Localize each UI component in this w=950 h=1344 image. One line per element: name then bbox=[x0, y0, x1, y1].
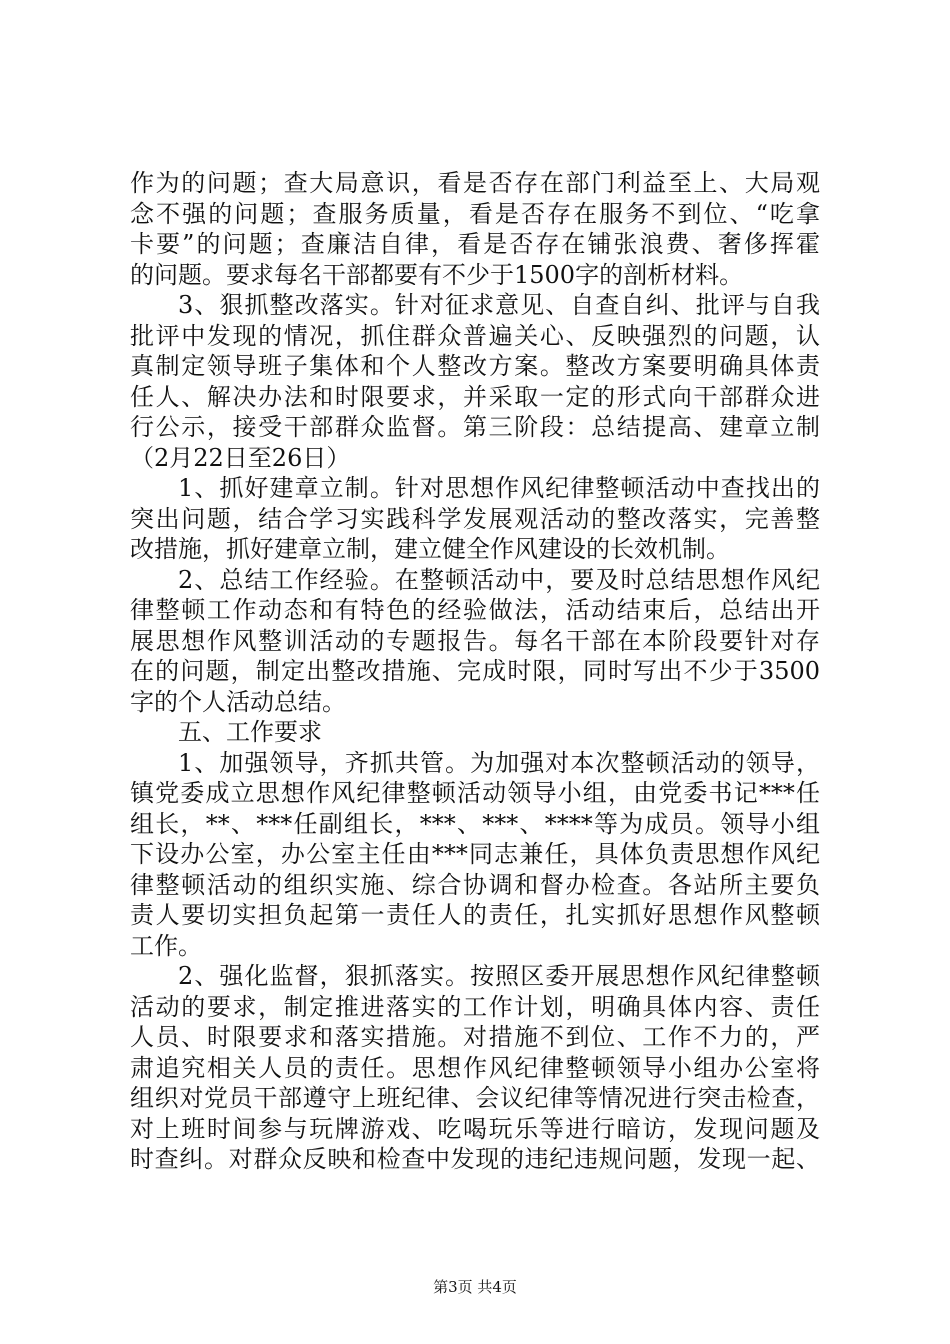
text-line: 下设办公室，办公室主任由***同志兼任，具体负责思想作风纪 bbox=[130, 840, 820, 868]
text-line: 念不强的问题；查服务质量，看是否存在服务不到位、“吃拿 bbox=[130, 199, 820, 228]
text-line: 作为的问题；查大局意识，看是否存在部门利益至上、大局观 bbox=[130, 169, 820, 197]
page-footer bbox=[0, 1276, 950, 1297]
text-line: 工作。 bbox=[130, 931, 202, 960]
text-line: 改措施，抓好建章立制，建立健全作风建设的长效机制。 bbox=[130, 535, 730, 563]
text-line: 1、加强领导，齐抓共管。为加强对本次整顿活动的领导， bbox=[178, 748, 820, 777]
text-line: 的问题。要求每名干部都要有不少于1500字的剖析材料。 bbox=[130, 260, 744, 289]
text-line: 人员、时限要求和落实措施。对措施不到位、工作不力的，严 bbox=[130, 1023, 820, 1051]
text-line: （2月22日至26日） bbox=[130, 443, 351, 472]
text-line: 律整顿活动的组织实施、综合协调和督办检查。各站所主要负 bbox=[130, 870, 820, 899]
text-line: 卡要”的问题；查廉洁自律，看是否存在铺张浪费、奢侈挥霍 bbox=[130, 230, 820, 258]
text-line: 组长，**、***任副组长，***、***、****等为成员。领导小组 bbox=[130, 809, 820, 838]
text-line: 时查纠。对群众反映和检查中发现的违纪违规问题，发现一起、 bbox=[130, 1145, 820, 1173]
text-line: 批评中发现的情况，抓住群众普遍关心、反映强烈的问题，认 bbox=[130, 321, 820, 350]
text-line: 行公示，接受干部群众监督。第三阶段：总结提高、建章立制 bbox=[130, 413, 820, 441]
section-heading: 五、工作要求 bbox=[178, 718, 322, 746]
text-line: 任人、解决办法和时限要求，并采取一定的形式向干部群众进 bbox=[130, 382, 820, 411]
text-line: 1、抓好建章立制。针对思想作风纪律整顿活动中查找出的 bbox=[178, 474, 820, 502]
document-body bbox=[130, 168, 820, 1175]
text-line: 对上班时间参与玩牌游戏、吃喝玩乐等进行暗访，发现问题及 bbox=[130, 1114, 820, 1143]
text-line: 展思想作风整训活动的专题报告。每名干部在本阶段要针对存 bbox=[130, 626, 820, 655]
text-line: 突出问题，结合学习实践科学发展观活动的整改落实，完善整 bbox=[130, 504, 820, 533]
text-line: 3、狠抓整改落实。针对征求意见、自查自纠、批评与自我 bbox=[178, 291, 820, 319]
page-number: 第3页 共4页 bbox=[433, 1278, 517, 1296]
text-line: 肃追究相关人员的责任。思想作风纪律整顿领导小组办公室将 bbox=[130, 1053, 820, 1082]
text-line: 字的个人活动总结。 bbox=[130, 687, 346, 716]
text-line: 活动的要求，制定推进落实的工作计划，明确具体内容、责任 bbox=[130, 992, 820, 1021]
text-line: 在的问题，制定出整改措施、完成时限，同时写出不少于3500 bbox=[130, 657, 820, 685]
text-line: 律整顿工作动态和有特色的经验做法，活动结束后，总结出开 bbox=[130, 596, 820, 624]
text-line: 镇党委成立思想作风纪律整顿活动领导小组，由党委书记***任 bbox=[130, 779, 820, 807]
text-line: 组织对党员干部遵守上班纪律、会议纪律等情况进行突击检查， bbox=[130, 1084, 820, 1112]
text-line: 真制定领导班子集体和个人整改方案。整改方案要明确具体责 bbox=[130, 352, 820, 380]
text-line: 责人要切实担负起第一责任人的责任，扎实抓好思想作风整顿 bbox=[130, 901, 820, 929]
text-line: 2、强化监督，狠抓落实。按照区委开展思想作风纪律整顿 bbox=[178, 962, 820, 990]
text-line: 2、总结工作经验。在整顿活动中，要及时总结思想作风纪 bbox=[178, 565, 820, 594]
